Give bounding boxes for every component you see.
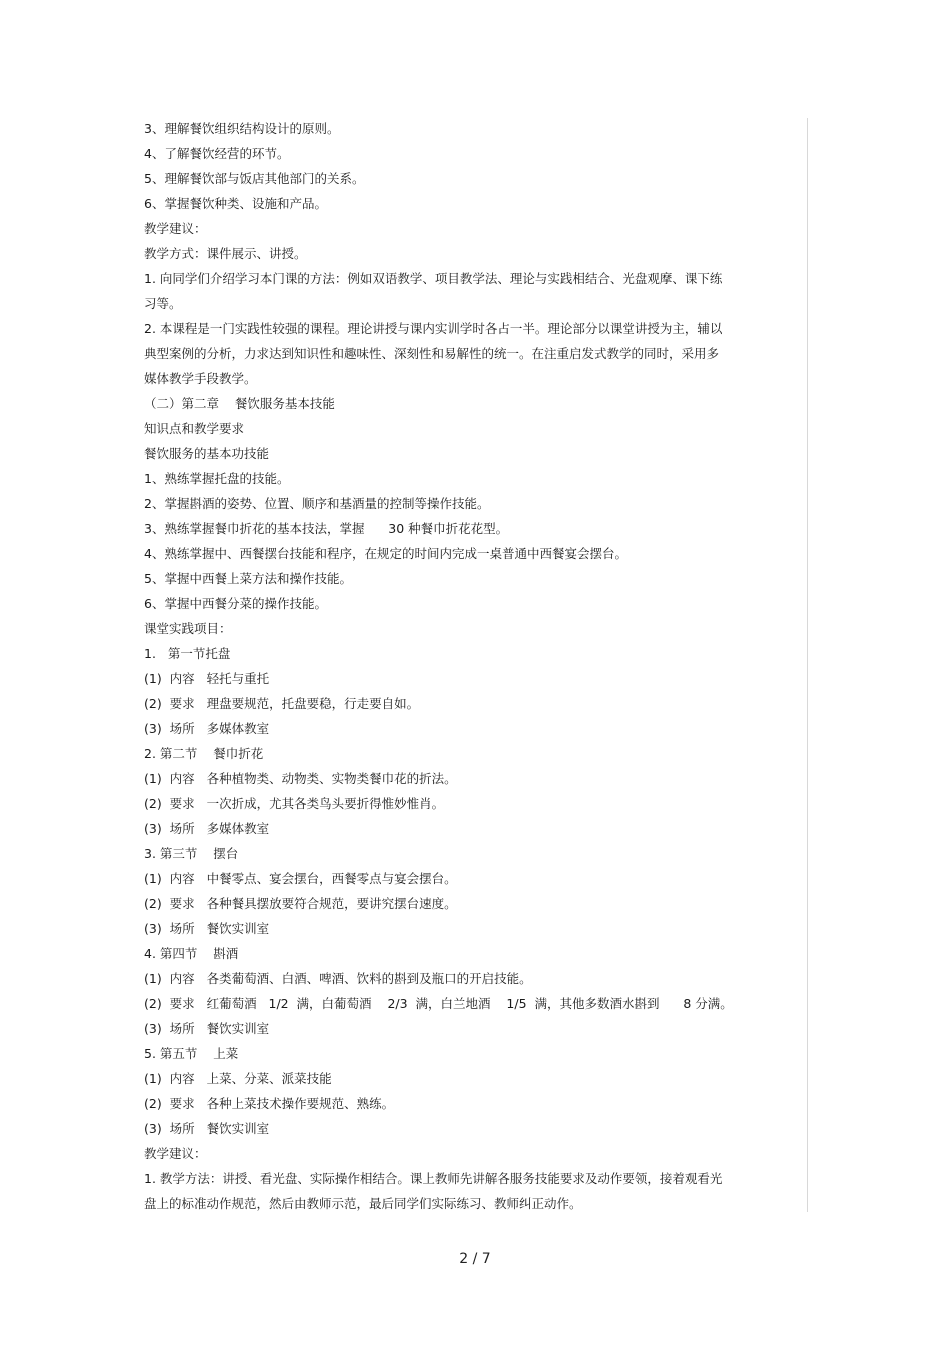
text-line: 1. 第一节托盘: [144, 646, 231, 661]
text-line: 餐饮服务的基本功技能: [144, 446, 270, 461]
text-line: 课堂实践项目：: [144, 621, 232, 636]
text-line: 3、理解餐饮组织结构设计的原则。: [144, 121, 340, 136]
text-line: (2) 要求 各种餐具摆放要符合规范，要讲究摆台速度。: [144, 896, 457, 911]
text-line: 3. 第三节 摆台: [144, 846, 239, 861]
text-line: （二）第二章 餐饮服务基本技能: [144, 396, 335, 411]
text-line: 典型案例的分析，力求达到知识性和趣味性、深刻性和易解性的统一。在注重启发式教学的同时，采用多: [144, 346, 720, 361]
text-line: 1、熟练掌握托盘的技能。: [144, 471, 290, 486]
text-line: (2) 要求 红葡萄酒 1/2 满，白葡萄酒 2/3 满，白兰地酒 1/5 满，其他多数酒水斟到 8 分满。: [144, 996, 733, 1011]
text-line: 3、熟练掌握餐巾折花的基本技法，掌握 30 种餐巾折花花型。: [144, 521, 509, 536]
text-line: (2) 要求 各种上菜技术操作要规范、熟练。: [144, 1096, 395, 1111]
document-body: [144, 116, 744, 1216]
text-line: 6、掌握中西餐分菜的操作技能。: [144, 596, 327, 611]
text-line: 2. 第二节 餐巾折花: [144, 746, 264, 761]
text-line: (3) 场所 餐饮实训室: [144, 921, 270, 936]
text-line: 6、掌握餐饮种类、设施和产品。: [144, 196, 327, 211]
text-line: 教学建议：: [144, 1146, 207, 1161]
text-line: 4、了解餐饮经营的环节。: [144, 146, 290, 161]
text-line: 教学方式：课件展示、讲授。: [144, 246, 307, 261]
text-line: 教学建议：: [144, 221, 207, 236]
text-line: 知识点和教学要求: [144, 421, 245, 436]
text-line: (1) 内容 上菜、分菜、派菜技能: [144, 1071, 332, 1086]
text-line: 媒体教学手段教学。: [144, 371, 257, 386]
text-line: (1) 内容 各种植物类、动物类、实物类餐巾花的折法。: [144, 771, 457, 786]
text-line: (2) 要求 一次折成，尤其各类鸟头要折得惟妙惟肖。: [144, 796, 445, 811]
text-line: 5、掌握中西餐上菜方法和操作技能。: [144, 571, 352, 586]
text-line: (3) 场所 多媒体教室: [144, 721, 270, 736]
page-number: 2 / 7: [459, 1251, 491, 1267]
text-line: (1) 内容 中餐零点、宴会摆台，西餐零点与宴会摆台。: [144, 871, 457, 886]
text-line: 5. 第五节 上菜: [144, 1046, 239, 1061]
text-line: (1) 内容 轻托与重托: [144, 671, 270, 686]
margin-rule: [807, 118, 808, 1212]
text-line: 5、理解餐饮部与饭店其他部门的关系。: [144, 171, 365, 186]
text-line: 盘上的标准动作规范，然后由教师示范，最后同学们实际练习、教师纠正动作。: [144, 1196, 582, 1211]
text-line: (2) 要求 理盘要规范，托盘要稳，行走要自如。: [144, 696, 420, 711]
text-line: 2、掌握斟酒的姿势、位置、顺序和基酒量的控制等操作技能。: [144, 496, 490, 511]
text-line: (3) 场所 餐饮实训室: [144, 1021, 270, 1036]
text-line: (3) 场所 多媒体教室: [144, 821, 270, 836]
text-line: 2. 本课程是一门实践性较强的课程。理论讲授与课内实训学时各占一半。理论部分以课堂讲授为主，辅以: [144, 321, 723, 336]
text-line: (3) 场所 餐饮实训室: [144, 1121, 270, 1136]
text-line: 4. 第四节 斟酒: [144, 946, 239, 961]
text-line: 1. 教学方法：讲授、看光盘、实际操作相结合。课上教师先讲解各服务技能要求及动作要领，接着观看光: [144, 1171, 723, 1186]
text-line: 1. 向同学们介绍学习本门课的方法：例如双语教学、项目教学法、理论与实践相结合、光盘观摩、课下练: [144, 271, 723, 286]
text-line: (1) 内容 各类葡萄酒、白酒、啤酒、饮料的斟到及瓶口的开启技能。: [144, 971, 532, 986]
text-line: 习等。: [144, 296, 182, 311]
text-line: 4、熟练掌握中、西餐摆台技能和程序，在规定的时间内完成一桌普通中西餐宴会摆台。: [144, 546, 627, 561]
